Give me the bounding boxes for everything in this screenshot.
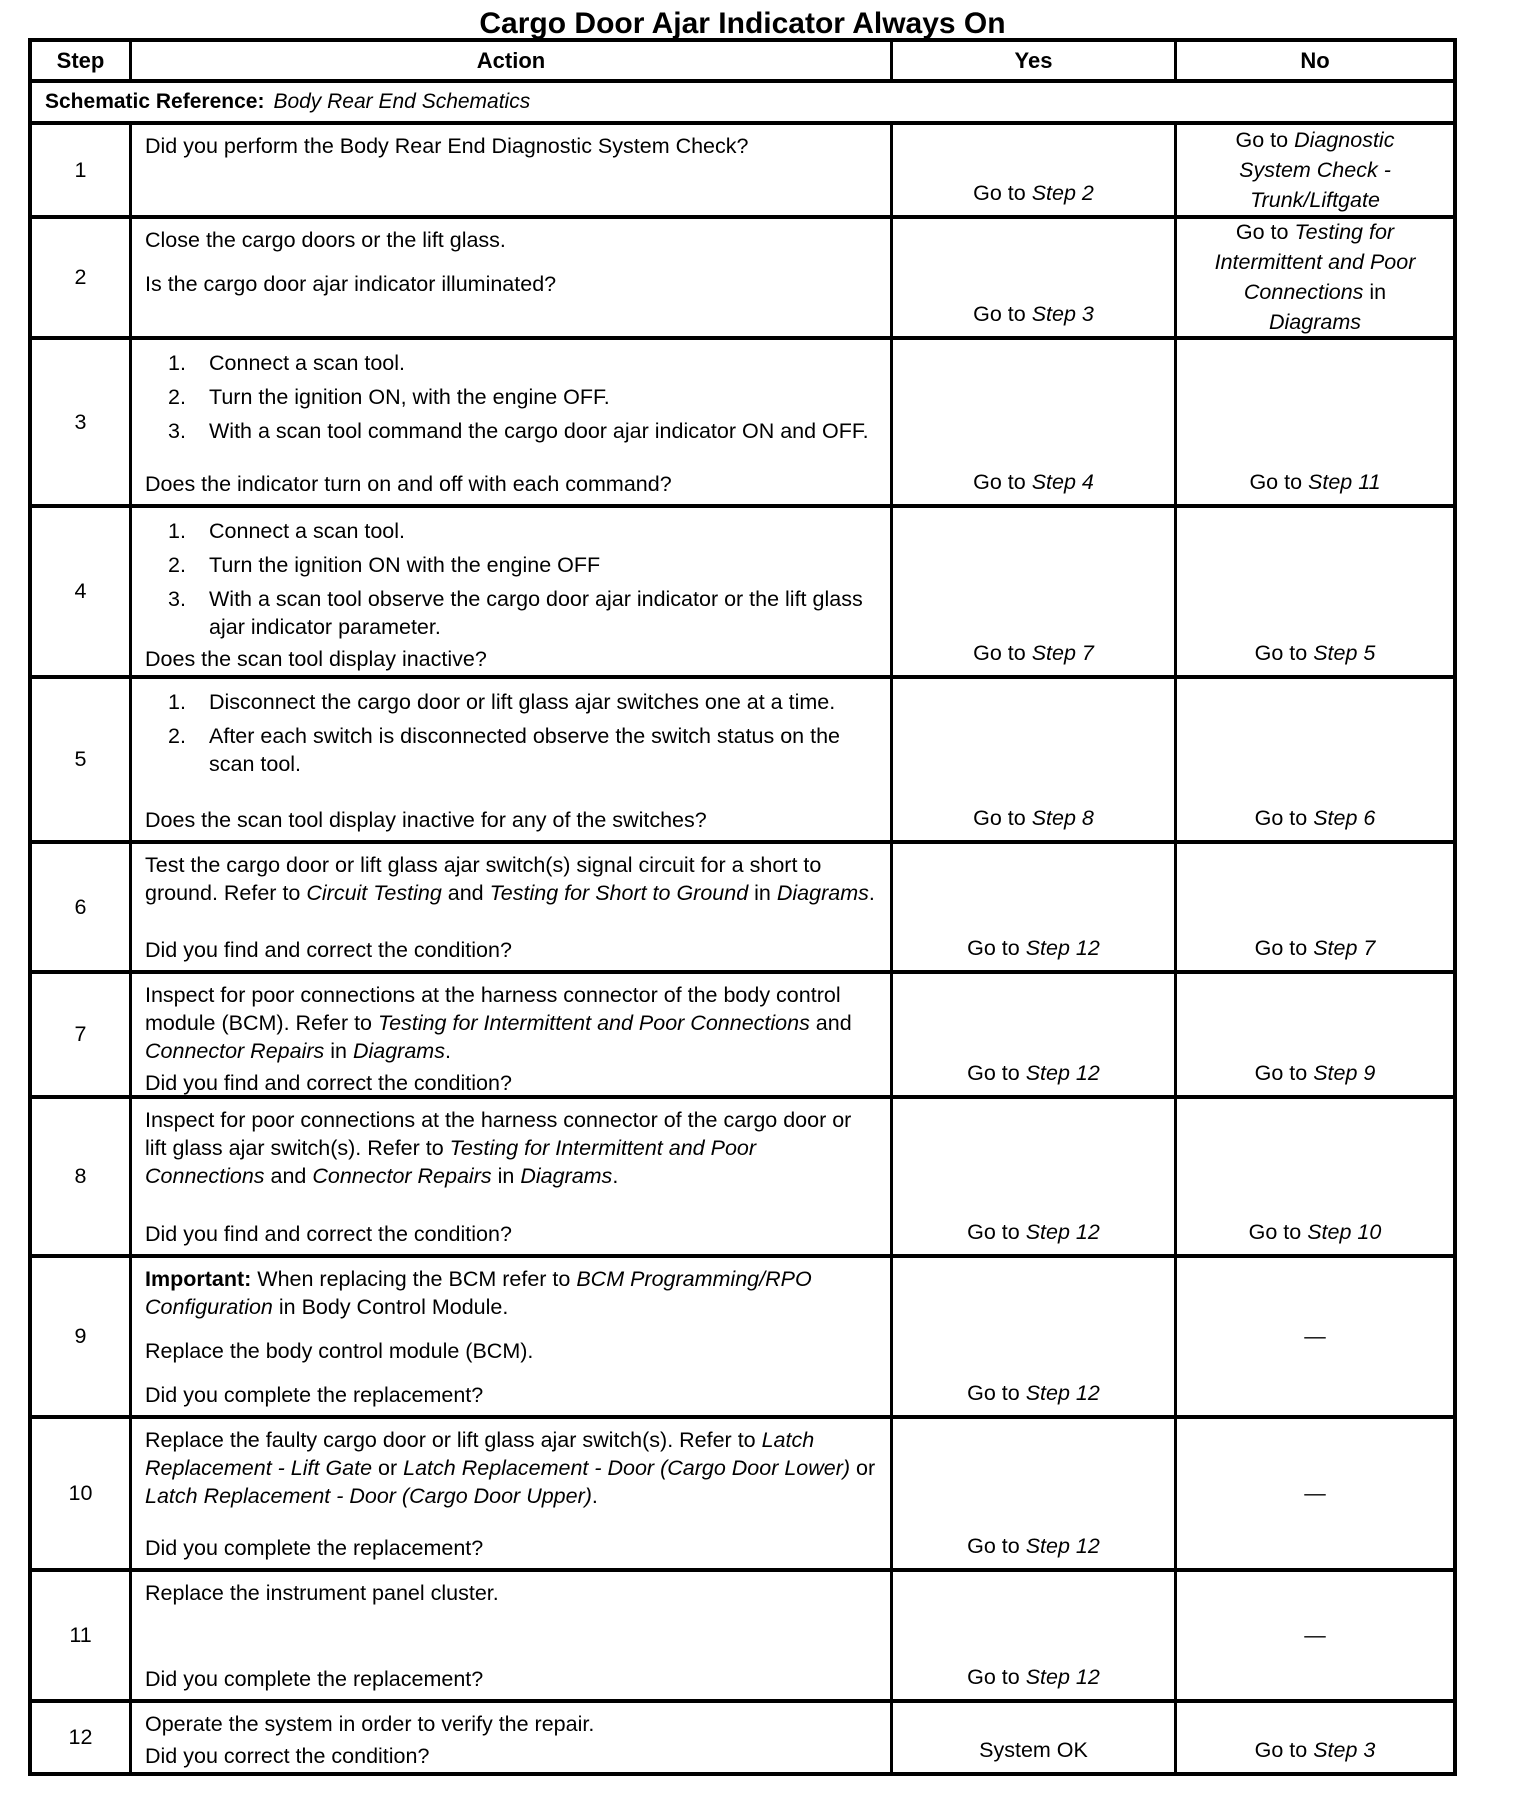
step-cell: 7 xyxy=(32,974,132,1095)
table-row xyxy=(32,340,1453,508)
action-paragraph: Inspect for poor connections at the harness connector of the cargo door or lift glass ajar switch(s). Refer to Testing for Intermittent and Poor Connections and Connector Repairs in Diagrams. xyxy=(145,1108,852,1188)
no-cell-text: — xyxy=(1304,1324,1326,1348)
yes-cell xyxy=(893,508,1177,675)
column-header-yes: Yes xyxy=(893,42,1177,79)
no-cell-text: Go to Step 7 xyxy=(1254,936,1376,960)
no-cell xyxy=(1177,844,1453,970)
step-cell: 2 xyxy=(32,219,132,336)
no-cell xyxy=(1177,679,1453,840)
list-item xyxy=(168,722,876,778)
list-item-number: 2. xyxy=(168,553,186,577)
list-item-number: 2. xyxy=(168,724,186,748)
action-cell xyxy=(132,844,893,970)
schematic-reference-row xyxy=(32,83,1453,125)
column-header-no: No xyxy=(1300,47,1330,73)
yes-cell-text: Go to Step 12 xyxy=(967,1381,1100,1405)
yes-cell xyxy=(893,340,1177,504)
question-text: Does the scan tool display inactive for any of the switches? xyxy=(145,808,707,832)
no-cell xyxy=(1177,219,1453,336)
yes-cell xyxy=(893,219,1177,336)
table-row xyxy=(32,219,1453,340)
yes-cell-text: Go to Step 12 xyxy=(967,1534,1100,1558)
schematic-reference-value: Body Rear End Schematics xyxy=(273,90,531,113)
action-paragraph: Is the cargo door ajar indicator illuminated? xyxy=(145,272,557,296)
yes-cell-text: Go to Step 8 xyxy=(973,806,1094,830)
action-numbered-list xyxy=(168,349,876,445)
yes-cell-text: Go to Step 2 xyxy=(973,181,1094,205)
list-item-text: After each switch is disconnected observe the switch status on the scan tool. xyxy=(209,724,840,776)
table-row xyxy=(32,679,1453,844)
no-cell-text: Go to Diagnostic System Check - Trunk/Liftgate xyxy=(1235,127,1395,212)
yes-cell-text: Go to Step 12 xyxy=(967,1665,1100,1689)
action-cell xyxy=(132,1419,893,1568)
list-item-number: 1. xyxy=(168,690,186,714)
no-cell-text: — xyxy=(1304,1481,1326,1505)
action-paragraph: Replace the body control module (BCM). xyxy=(145,1339,534,1363)
yes-cell-text: Go to Step 12 xyxy=(967,1061,1100,1085)
action-cell xyxy=(132,974,893,1095)
list-item-number: 2. xyxy=(168,385,186,409)
no-cell-text: Go to Step 3 xyxy=(1254,1738,1376,1762)
list-item xyxy=(168,688,876,716)
no-cell-text: — xyxy=(1304,1623,1326,1647)
yes-cell-text: System OK xyxy=(979,1738,1088,1762)
table-row xyxy=(32,1572,1453,1703)
list-item-text: Turn the ignition ON with the engine OFF xyxy=(209,553,601,577)
action-cell xyxy=(132,1703,893,1772)
yes-cell xyxy=(893,1258,1177,1415)
question-text: Did you correct the condition? xyxy=(145,1744,430,1768)
table-row xyxy=(32,1419,1453,1572)
list-item xyxy=(168,585,876,641)
no-cell-text: Go to Step 10 xyxy=(1248,1220,1382,1244)
no-cell-text: Go to Testing for Intermittent and Poor Connections in Diagrams xyxy=(1214,220,1416,334)
question-text: Did you find and correct the condition? xyxy=(145,938,512,962)
diagnostic-table xyxy=(28,38,1457,1776)
step-cell: 10 xyxy=(32,1419,132,1568)
action-cell xyxy=(132,340,893,504)
table-row xyxy=(32,1258,1453,1419)
no-cell xyxy=(1177,508,1453,675)
schematic-reference-label: Schematic Reference: xyxy=(45,90,265,113)
page-title: Cargo Door Ajar Indicator Always On xyxy=(479,7,1006,40)
no-cell xyxy=(1177,125,1453,215)
list-item-text: With a scan tool command the cargo door ajar indicator ON and OFF. xyxy=(209,419,869,443)
no-cell-text: Go to Step 11 xyxy=(1249,470,1381,494)
action-cell xyxy=(132,508,893,675)
action-numbered-list xyxy=(168,688,876,778)
question-text: Did you find and correct the condition? xyxy=(145,1071,512,1095)
column-header-step: Step xyxy=(32,42,132,79)
step-cell: 3 xyxy=(32,340,132,504)
yes-cell-text: Go to Step 3 xyxy=(973,302,1094,326)
action-cell xyxy=(132,679,893,840)
action-cell xyxy=(132,219,893,336)
list-item-number: 1. xyxy=(168,519,186,543)
table-header-row xyxy=(32,42,1453,83)
yes-cell xyxy=(893,1572,1177,1699)
question-text: Did you complete the replacement? xyxy=(145,1667,484,1691)
no-cell xyxy=(1177,974,1453,1095)
yes-cell-text: Go to Step 4 xyxy=(973,470,1094,494)
list-item-number: 3. xyxy=(168,587,186,611)
table-row xyxy=(32,974,1453,1099)
question-text: Did you complete the replacement? xyxy=(145,1536,484,1560)
yes-cell xyxy=(893,1419,1177,1568)
action-paragraph: Operate the system in order to verify the repair. xyxy=(145,1712,595,1736)
step-cell: 6 xyxy=(32,844,132,970)
no-cell-text: Go to Step 9 xyxy=(1254,1061,1376,1085)
yes-cell xyxy=(893,844,1177,970)
column-header-action: Action xyxy=(132,42,893,79)
no-cell xyxy=(1177,1572,1453,1699)
question-text: Did you complete the replacement? xyxy=(145,1383,484,1407)
list-item-number: 3. xyxy=(168,419,186,443)
list-item-text: With a scan tool observe the cargo door ajar indicator or the lift glass ajar indicator parameter. xyxy=(209,587,863,639)
action-cell xyxy=(132,125,893,215)
schematic-reference xyxy=(32,83,1453,121)
yes-cell xyxy=(893,1703,1177,1772)
action-paragraph: Replace the faulty cargo door or lift glass ajar switch(s). Refer to Latch Replacement - Lift Gate or Latch Replacement - Door (Cargo Door Lower) or Latch Replacement - Door (Cargo Door Upper). xyxy=(145,1428,876,1508)
yes-cell xyxy=(893,974,1177,1095)
table-row xyxy=(32,1703,1453,1772)
no-cell xyxy=(1177,340,1453,504)
table-row xyxy=(32,1099,1453,1258)
yes-cell xyxy=(893,125,1177,215)
list-item-text: Disconnect the cargo door or lift glass ajar switches one at a time. xyxy=(209,690,836,714)
action-paragraph: Test the cargo door or lift glass ajar switch(s) signal circuit for a short to ground. Refer to Circuit Testing and Testing for Short to Ground in Diagrams. xyxy=(145,853,875,905)
action-paragraph: Did you perform the Body Rear End Diagnostic System Check? xyxy=(145,134,749,158)
step-cell: 12 xyxy=(32,1703,132,1772)
step-cell: 5 xyxy=(32,679,132,840)
table-row xyxy=(32,844,1453,974)
question-text: Does the indicator turn on and off with each command? xyxy=(145,472,672,496)
yes-cell-text: Go to Step 12 xyxy=(967,1220,1100,1244)
step-cell: 9 xyxy=(32,1258,132,1415)
yes-cell-text: Go to Step 7 xyxy=(973,641,1094,665)
list-item xyxy=(168,517,876,545)
yes-cell-text: Go to Step 12 xyxy=(967,936,1100,960)
action-numbered-list xyxy=(168,517,876,641)
yes-cell xyxy=(893,1099,1177,1254)
list-item-text: Connect a scan tool. xyxy=(209,351,406,375)
action-cell xyxy=(132,1258,893,1415)
table-row xyxy=(32,508,1453,679)
yes-cell xyxy=(893,679,1177,840)
list-item xyxy=(168,349,876,377)
list-item-text: Connect a scan tool. xyxy=(209,519,406,543)
action-paragraph: Replace the instrument panel cluster. xyxy=(145,1581,499,1605)
list-item xyxy=(168,383,876,411)
action-paragraph: Inspect for poor connections at the harness connector of the body control module (BCM). Refer to Testing for Intermittent and Poor Connections and Connector Repairs in Diagrams. xyxy=(145,983,852,1063)
no-cell xyxy=(1177,1099,1453,1254)
step-cell: 1 xyxy=(32,125,132,215)
question-text: Did you find and correct the condition? xyxy=(145,1222,512,1246)
action-paragraph: Close the cargo doors or the lift glass. xyxy=(145,228,506,252)
table-body xyxy=(32,125,1453,1772)
list-item-number: 1. xyxy=(168,351,186,375)
action-cell xyxy=(132,1572,893,1699)
action-paragraph: Important: When replacing the BCM refer to BCM Programming/RPO Configuration in Body Control Module. xyxy=(145,1267,812,1319)
no-cell xyxy=(1177,1258,1453,1415)
no-cell xyxy=(1177,1419,1453,1568)
list-item-text: Turn the ignition ON, with the engine OFF. xyxy=(209,385,610,409)
no-cell-text: Go to Step 6 xyxy=(1254,806,1376,830)
action-cell xyxy=(132,1099,893,1254)
no-cell-text: Go to Step 5 xyxy=(1254,641,1376,665)
step-cell: 4 xyxy=(32,508,132,675)
question-text: Does the scan tool display inactive? xyxy=(145,647,487,671)
list-item xyxy=(168,417,876,445)
step-cell: 8 xyxy=(32,1099,132,1254)
list-item xyxy=(168,551,876,579)
no-cell xyxy=(1177,1703,1453,1772)
table-row xyxy=(32,125,1453,219)
step-cell: 11 xyxy=(32,1572,132,1699)
